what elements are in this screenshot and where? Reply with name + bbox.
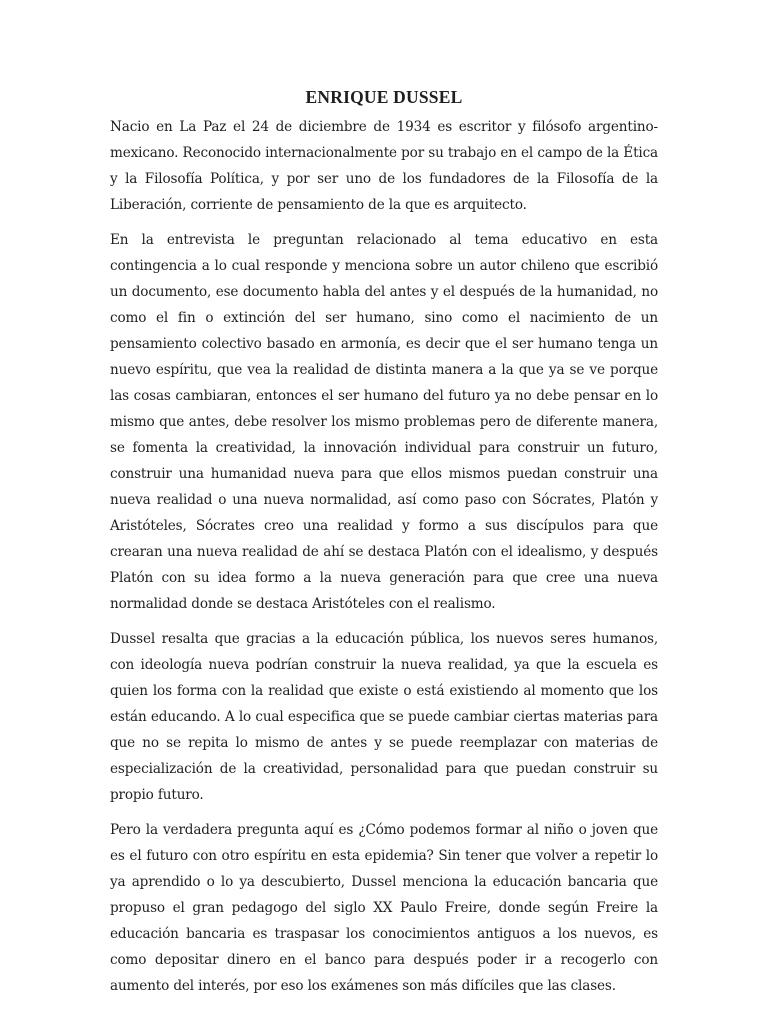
paragraph-interview: En la entrevista le preguntan relacionado al tema educativo en esta contingencia a lo cual responde y menciona sobre un autor chileno que escribió un documento, ese documento habla del antes y el después de la humanidad, no como el fin o extinción del ser humano, sino como el nacimiento de un pensamiento colectivo basado en armonía, es decir que el ser humano tenga un nuevo espíritu, que vea la realidad de distinta manera a la que ya se ve porque las cosas cambiaran, entonces el ser humano del futuro ya no debe pensar en lo mismo que antes, debe resolver los mismo problemas pero de diferente manera, se fomenta la creatividad, la innovación individual para construir un futuro, construir una humanidad nueva para que ellos mismos puedan construir una nueva realidad o una nueva normalidad, así como paso con Sócrates, Platón y Aristóteles, Sócrates creo una realidad y formo a sus discípulos para que crearan una nueva realidad de ahí se destaca Platón con el idealismo, y después Platón con su idea formo a la nueva generación para que cree una nueva normalidad donde se destaca Aristóteles con el realismo. [110,232,658,612]
paragraph-biography: Nacio en La Paz el 24 de diciembre de 1934 es escritor y filósofo argentino-mexicano. Reconocido internacionalmente por su trabajo en el campo de la Ética y la Filosofía Política, y por ser uno de los fundadores de la Filosofía de la Liberación, corriente de pensamiento de la que es arquitecto. [110,119,658,213]
paragraph-public-education: Dussel resalta que gracias a la educación pública, los nuevos seres humanos, con ideología nueva podrían construir la nueva realidad, ya que la escuela es quien los forma con la realidad que existe o está existiendo al momento que los están educando. A lo cual especifica que se puede cambiar ciertas materias para que no se repita lo mismo de antes y se puede reemplazar con materias de especialización de la creatividad, personalidad para que puedan construir su propio futuro. [110,631,658,803]
paragraph-banking-education: Pero la verdadera pregunta aquí es ¿Cómo podemos formar al niño o joven que es el futuro con otro espíritu en esta epidemia? Sin tener que volver a repetir lo ya aprendido o lo ya descubierto, Dussel menciona la educación bancaria que propuso el gran pedagogo del siglo XX Paulo Freire, donde según Freire la educación bancaria es traspasar los conocimientos antiguos a los nuevos, es como depositar dinero en el banco para después poder ir a recogerlo con aumento del interés, por eso los exámenes son más difíciles que las clases. [110,822,658,994]
document-title: ENRIQUE DUSSEL [305,87,463,107]
document-body [110,86,658,1008]
